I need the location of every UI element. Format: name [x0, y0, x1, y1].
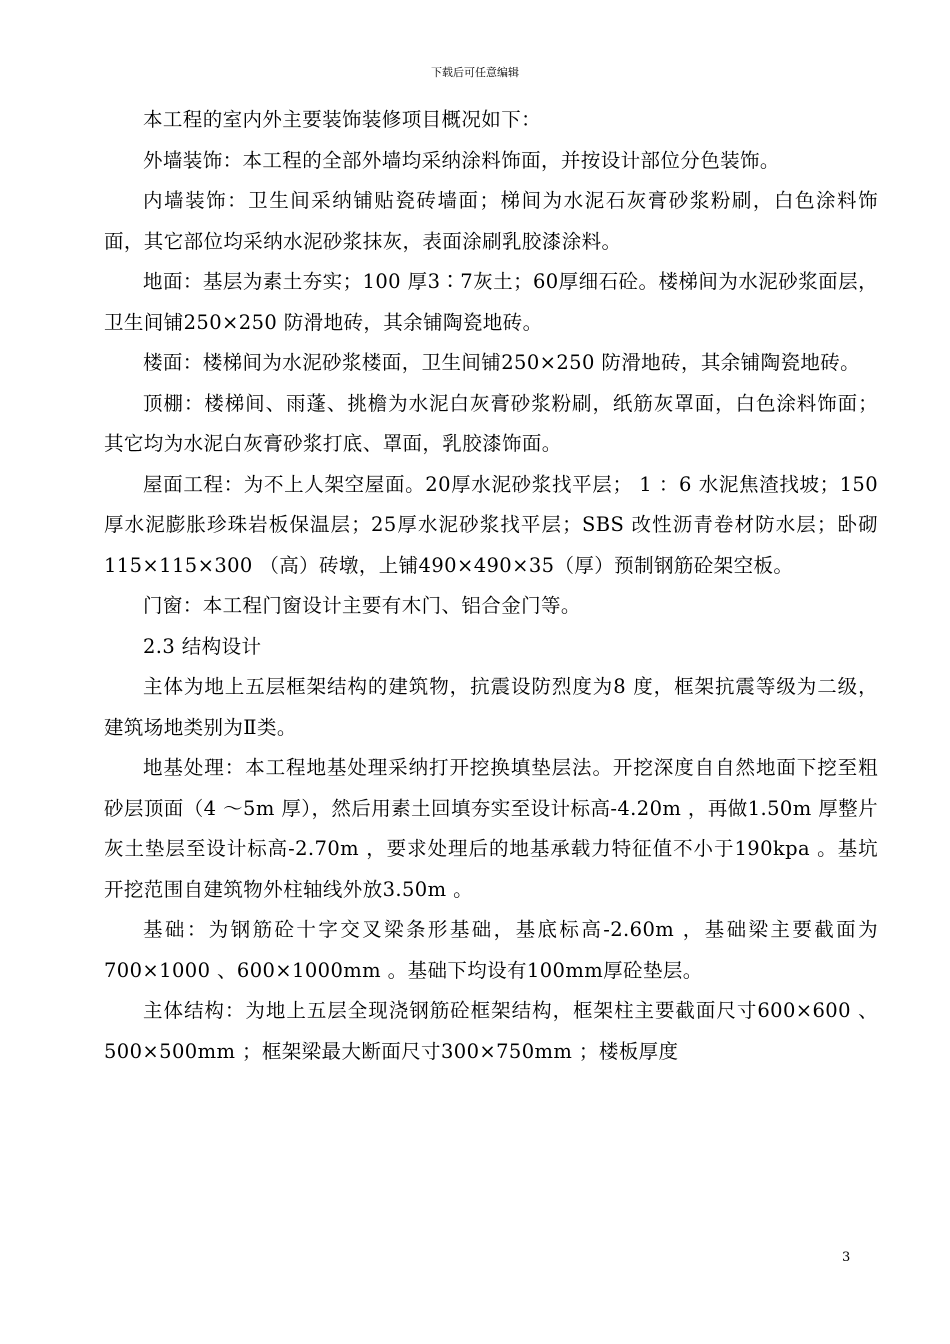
paragraph-roof: 屋面工程：为不上人架空屋面。20厚水泥砂浆找平层； 1 ：6 水泥焦渣找坡；150 厚水泥膨胀珍珠岩板保温层；25厚水泥砂浆找平层；SBS 改性沥青卷材防水层；卧砌115×115×300 （高）砖墩，上铺490×490×35（厚）预制钢筋砼架空板。	[104, 472, 878, 577]
paragraph-foundation-treatment: 地基处理：本工程地基处理采纳打开挖换填垫层法。开挖深度自自然地面下挖至粗砂层顶面（4 ～5m 厚），然后用素土回填夯实至设计标高-4.20m ，再做1.50m 厚整片灰土垫层至设计标高-2.70m ，要求处理后的地基承载力特征值不小于190kpa 。基坑开挖范围自建筑物外柱轴线外放3.50m 。	[104, 756, 878, 901]
paragraph-ceiling: 顶棚：楼梯间、雨蓬、挑檐为水泥白灰膏砂浆粉刷，纸筋灰罩面，白色涂料饰面；其它均为水泥白灰膏砂浆打底、罩面，乳胶漆饰面。	[104, 391, 878, 455]
paragraph-ground: 地面：基层为素土夯实；100 厚3∶7灰土；60厚细石砼。楼梯间为水泥砂浆面层，卫生间铺250×250 防滑地砖，其余铺陶瓷地砖。	[104, 270, 878, 334]
page-number: 3	[842, 1250, 851, 1265]
paragraph-intro: 本工程的室内外主要装饰装修项目概况如下：	[143, 108, 542, 131]
section-heading: 2.3 结构设计	[143, 634, 262, 658]
paragraph-structure-main: 主体为地上五层框架结构的建筑物，抗震设防烈度为8 度，框架抗震等级为二级，建筑场地类别为Ⅱ类。	[104, 675, 878, 739]
paragraph-main-structure: 主体结构：为地上五层全现浇钢筋砼框架结构，框架柱主要截面尺寸600×600 、500×500mm ；框架梁最大断面尺寸300×750mm ；楼板厚度	[104, 999, 878, 1063]
paragraph-exterior-wall: 外墙装饰：本工程的全部外墙均采纳涂料饰面，并按设计部位分色装饰。	[143, 148, 780, 172]
paragraph-interior-wall: 内墙装饰：卫生间采纳铺贴瓷砖墙面；梯间为水泥石灰膏砂浆粉刷，白色涂料饰面，其它部位均采纳水泥砂浆抹灰，表面涂刷乳胶漆涂料。	[104, 189, 878, 253]
paragraph-doors-windows: 门窗：本工程门窗设计主要有木门、铝合金门等。	[143, 594, 581, 617]
paragraph-floor: 楼面：楼梯间为水泥砂浆楼面，卫生间铺250×250 防滑地砖，其余铺陶瓷地砖。	[143, 351, 861, 374]
document-body	[104, 100, 878, 1072]
page-header: 下载后可任意编辑	[431, 66, 519, 79]
paragraph-foundation: 基础：为钢筋砼十字交叉梁条形基础，基底标高-2.60m ，基础梁主要截面为700×1000 、600×1000mm 。基础下均设有100mm厚砼垫层。	[104, 918, 878, 982]
